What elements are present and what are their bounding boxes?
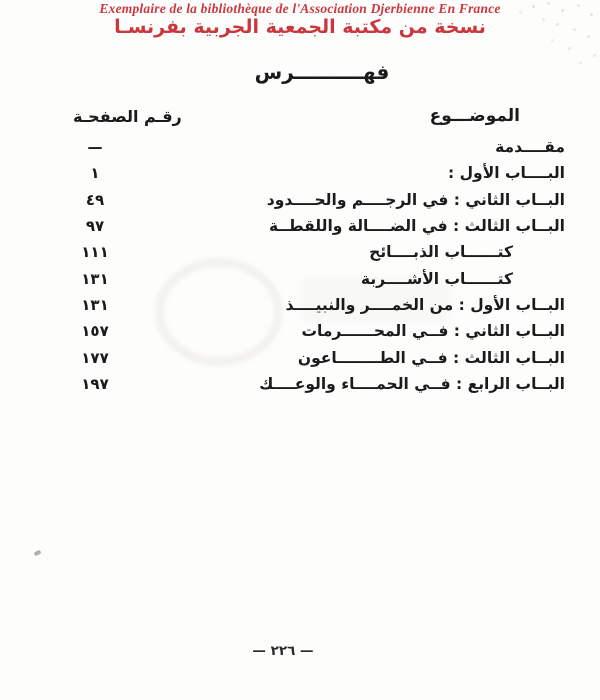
book-page-number: — ٢٢٦ — (252, 643, 314, 659)
toc-row-chapter-1 (58, 160, 565, 186)
toc-entry-title: كتــــــاب الذبــــائح (369, 243, 513, 262)
toc-row-introduction (58, 134, 565, 160)
toc-row-chapter-3 (58, 213, 565, 239)
column-header-subject: الموضـــوع (429, 106, 520, 126)
page-title-index: فهــــــــــرس (254, 60, 390, 84)
toc-entry-page: ١٣١ (81, 295, 109, 314)
toc-row-drinks-chapter-3 (58, 344, 565, 370)
column-header-page-number: رقـم الصفحـة (73, 107, 182, 126)
toc-entry-page: ١٣١ (81, 269, 109, 288)
scan-noise-speckles (0, 0, 1, 1)
toc-entry-page: ١٩٧ (81, 374, 109, 393)
toc-entry-page: ٤٩ (85, 190, 105, 209)
toc-row-drinks-chapter-2 (58, 318, 565, 344)
toc-entry-title: البــــاب الأول : (448, 164, 565, 183)
toc-entry-title: البــاب الثالث : في الضــــالة واللقطــة (269, 217, 565, 236)
toc-entry-title: البــاب الثالث : فــي الطــــــــاعون (297, 348, 565, 367)
library-stamp-arabic-line: نسخة من مكتبة الجمعية الجربية بفرنسـا (114, 16, 486, 38)
toc-entry-page: ١٥٧ (81, 322, 109, 341)
toc-entry-page: ١ (90, 164, 100, 183)
toc-entry-page: ٩٧ (85, 217, 105, 236)
toc-entry-title: البــاب الرابع : فــي الحمــــاء والوعــــك (259, 374, 565, 393)
toc-entry-page: ١٧٧ (81, 348, 109, 367)
toc-entry-title: البــاب الأول : من الخمــــر والنبيــــذ (285, 295, 565, 314)
toc-entry-title: كتــــــاب الأشــــربة (360, 269, 513, 288)
ink-speck (33, 550, 41, 557)
toc-row-drinks-chapter-4 (58, 371, 565, 397)
toc-rows (58, 134, 565, 397)
toc-entry-title: البــاب الثاني : فــي المحــــــرمات (301, 322, 565, 341)
toc-row-chapter-2 (58, 187, 565, 213)
library-stamp-french-line: Exemplaire de la bibliothèque de l'Association Djerbienne En France (99, 1, 501, 16)
toc-row-drinks-chapter-1 (58, 292, 565, 318)
toc-entry-title: البــاب الثاني : في الرجــــم والحــــدود (266, 190, 565, 209)
toc-entry-title: مقــــدمة (495, 138, 565, 157)
toc-row-book-of-drinks (58, 265, 565, 291)
toc-entry-page: ١١١ (81, 243, 109, 262)
toc-row-book-of-slaughter (58, 239, 565, 265)
toc-entry-page: — (87, 138, 103, 157)
